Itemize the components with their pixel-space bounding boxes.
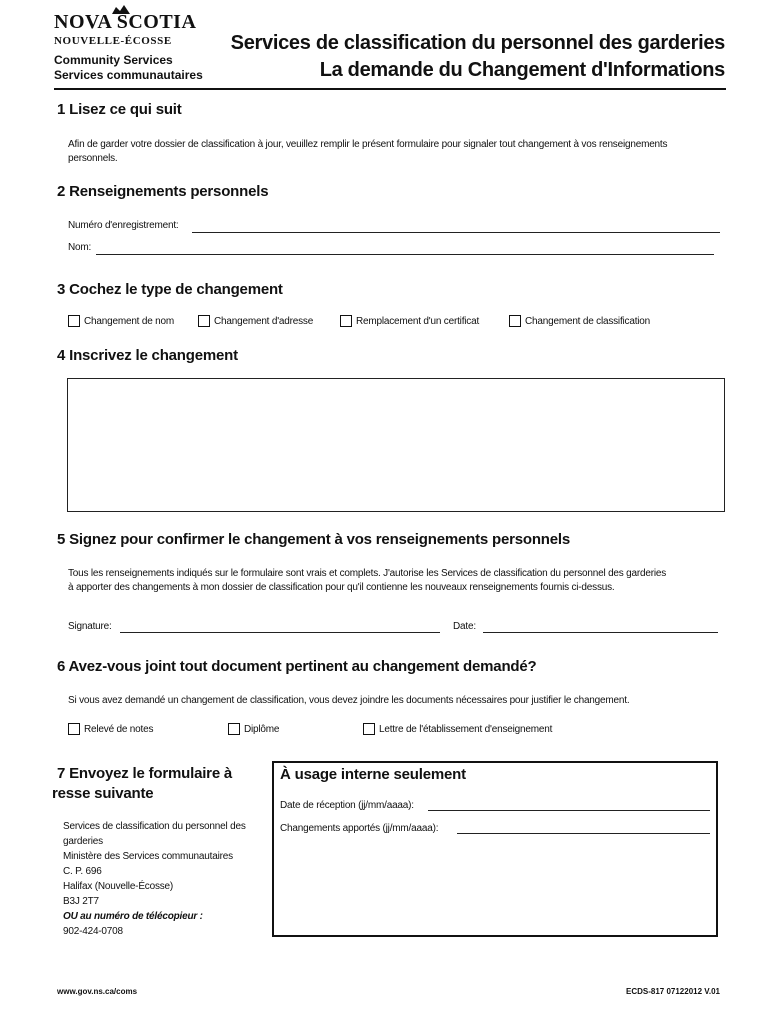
section-7-heading-line-2: resse suivante [52,785,154,802]
section-5-text-line-2: à apporter des changements à mon dossier de classification pour qu'il contienne les nouveaux renseignements fournis ci-dessus. [68,582,615,593]
transcript-option[interactable] [68,723,228,735]
section-2-heading: 2 Renseignements personnels [57,183,269,200]
address-line: garderies [63,836,103,847]
signature-field[interactable] [120,632,440,633]
checkbox[interactable] [509,315,521,327]
reception-date-field[interactable] [428,810,710,811]
fax-label: OU au numéro de télécopieur : [63,911,203,922]
attached-documents-options [68,723,552,735]
checkbox-label: Remplacement d'un certificat [356,315,480,327]
name-field[interactable] [96,254,714,255]
footer-form-code: ECDS-817 07122012 V.01 [626,987,720,996]
section-4-heading: 4 Inscrivez le changement [57,347,238,364]
checkbox-label: Diplôme [244,723,280,735]
checkbox-label: Lettre de l'établissement d'enseignement [379,723,553,735]
checkbox[interactable] [228,723,240,735]
logo-wordmark: NOVA SCOTIA [54,11,197,33]
mailing-address [63,819,246,939]
department-name-en: Community Services [54,53,173,67]
change-type-name-option[interactable] [68,315,198,327]
checkbox-label: Relevé de notes [84,723,154,735]
internal-use-box [272,761,718,937]
changes-made-field[interactable] [457,833,710,834]
registration-number-field[interactable] [192,232,720,233]
footer-website: www.gov.ns.ca/coms [57,987,138,996]
section-6-text: Si vous avez demandé un changement de classification, vous devez joindre les documents nécessaires pour justifier le changement. [68,695,630,706]
checkbox-label: Changement d'adresse [214,315,314,327]
institution-letter-option[interactable] [363,723,552,735]
address-line: Services de classification du personnel des [63,821,246,832]
change-type-options [68,315,650,327]
checkbox[interactable] [68,723,80,735]
change-description-textbox[interactable] [67,378,725,512]
reception-date-label: Date de réception (jj/mm/aaaa): [280,800,414,811]
address-line: C. P. 696 [63,866,102,877]
logo-subtitle: NOUVELLE-ÉCOSSE [54,35,172,47]
change-type-address-option[interactable] [198,315,340,327]
section-5-text-line-1: Tous les renseignements indiqués sur le formulaire sont vrais et complets. J'autorise les Services de classification du personnel des garderies [68,568,667,579]
name-label: Nom: [68,242,92,253]
registration-number-label: Numéro d'enregistrement: [68,220,179,231]
checkbox[interactable] [363,723,375,735]
form-title: Services de classification du personnel des garderies [230,32,725,54]
section-3-heading: 3 Cochez le type de changement [57,281,283,298]
checkbox[interactable] [68,315,80,327]
checkbox[interactable] [198,315,210,327]
section-1-text-line-1: Afin de garder votre dossier de classification à jour, veuillez remplir le présent formulaire pour signaler tout changement à vos renseignements [68,139,668,150]
address-line: B3J 2T7 [63,896,99,907]
diploma-option[interactable] [228,723,363,735]
change-type-classification-option[interactable] [509,315,650,327]
checkbox-label: Changement de classification [525,315,651,327]
change-type-certificate-option[interactable] [340,315,509,327]
date-label: Date: [453,621,476,632]
form-subtitle: La demande du Changement d'Informations [319,59,725,81]
section-5-heading: 5 Signez pour confirmer le changement à vos renseignements personnels [57,531,571,548]
department-name-fr: Services communautaires [54,68,203,82]
header-divider [54,88,726,90]
address-line: Ministère des Services communautaires [63,851,233,862]
checkbox-label: Changement de nom [84,315,174,327]
section-1-text-line-2: personnels. [68,153,118,164]
internal-use-heading: À usage interne seulement [280,766,466,783]
checkbox[interactable] [340,315,352,327]
signature-label: Signature: [68,621,112,632]
changes-made-label: Changements apportés (jj/mm/aaaa): [280,823,439,834]
section-7-heading-line-1: 7 Envoyez le formulaire à [57,765,233,782]
address-line: Halifax (Nouvelle-Écosse) [63,881,174,892]
section-1-heading: 1 Lisez ce qui suit [57,101,182,118]
section-6-heading: 6 Avez-vous joint tout document pertinent au changement demandé? [57,658,537,675]
date-field[interactable] [483,632,718,633]
fax-number: 902-424-0708 [63,926,123,937]
